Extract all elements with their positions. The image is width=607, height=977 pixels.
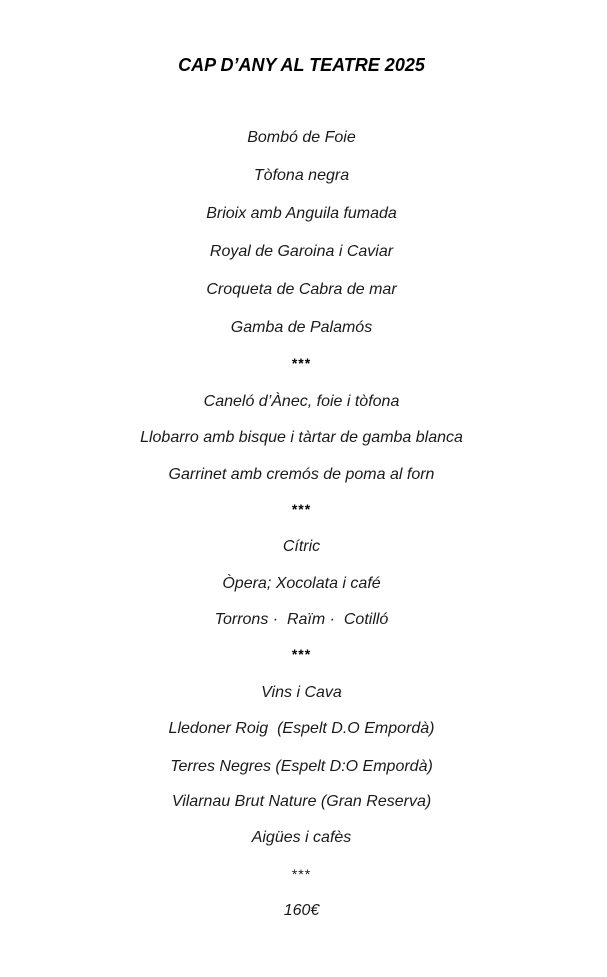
drink-item: Terres Negres (Espelt D:O Empordà) xyxy=(170,758,433,775)
course-separator: *** xyxy=(291,866,312,882)
dish-item: Cítric xyxy=(282,538,321,555)
dish-item: Garrinet amb cremós de poma al forn xyxy=(168,466,435,483)
course-separator: *** xyxy=(291,501,312,517)
drink-item: Lledoner Roig (Espelt D.O Empordà) xyxy=(168,720,435,737)
dish-item: Tòfona negra xyxy=(253,167,350,184)
drink-item: Vilarnau Brut Nature (Gran Reserva) xyxy=(171,793,432,810)
menu-price: 160€ xyxy=(283,902,320,919)
dish-item: Croqueta de Cabra de mar xyxy=(206,281,397,298)
dish-item: Torrons · Raïm · Cotilló xyxy=(214,611,389,628)
drink-item: Vins i Cava xyxy=(261,684,342,701)
course-separator: *** xyxy=(291,646,312,662)
dish-item: Caneló d’Ànec, foie i tòfona xyxy=(203,393,400,410)
dish-item: Royal de Garoina i Caviar xyxy=(209,243,394,260)
drink-item: Aigües i cafès xyxy=(251,829,352,846)
dish-item: Brioix amb Anguila fumada xyxy=(206,205,397,222)
dish-item: Gamba de Palamós xyxy=(230,319,373,336)
dish-item: Llobarro amb bisque i tàrtar de gamba blanca xyxy=(140,429,463,446)
dish-item: Bombó de Foie xyxy=(247,129,356,146)
course-separator: *** xyxy=(291,355,312,371)
menu-title: CAP D’ANY AL TEATRE 2025 xyxy=(178,55,425,75)
dish-item: Òpera; Xocolata i café xyxy=(222,575,381,592)
